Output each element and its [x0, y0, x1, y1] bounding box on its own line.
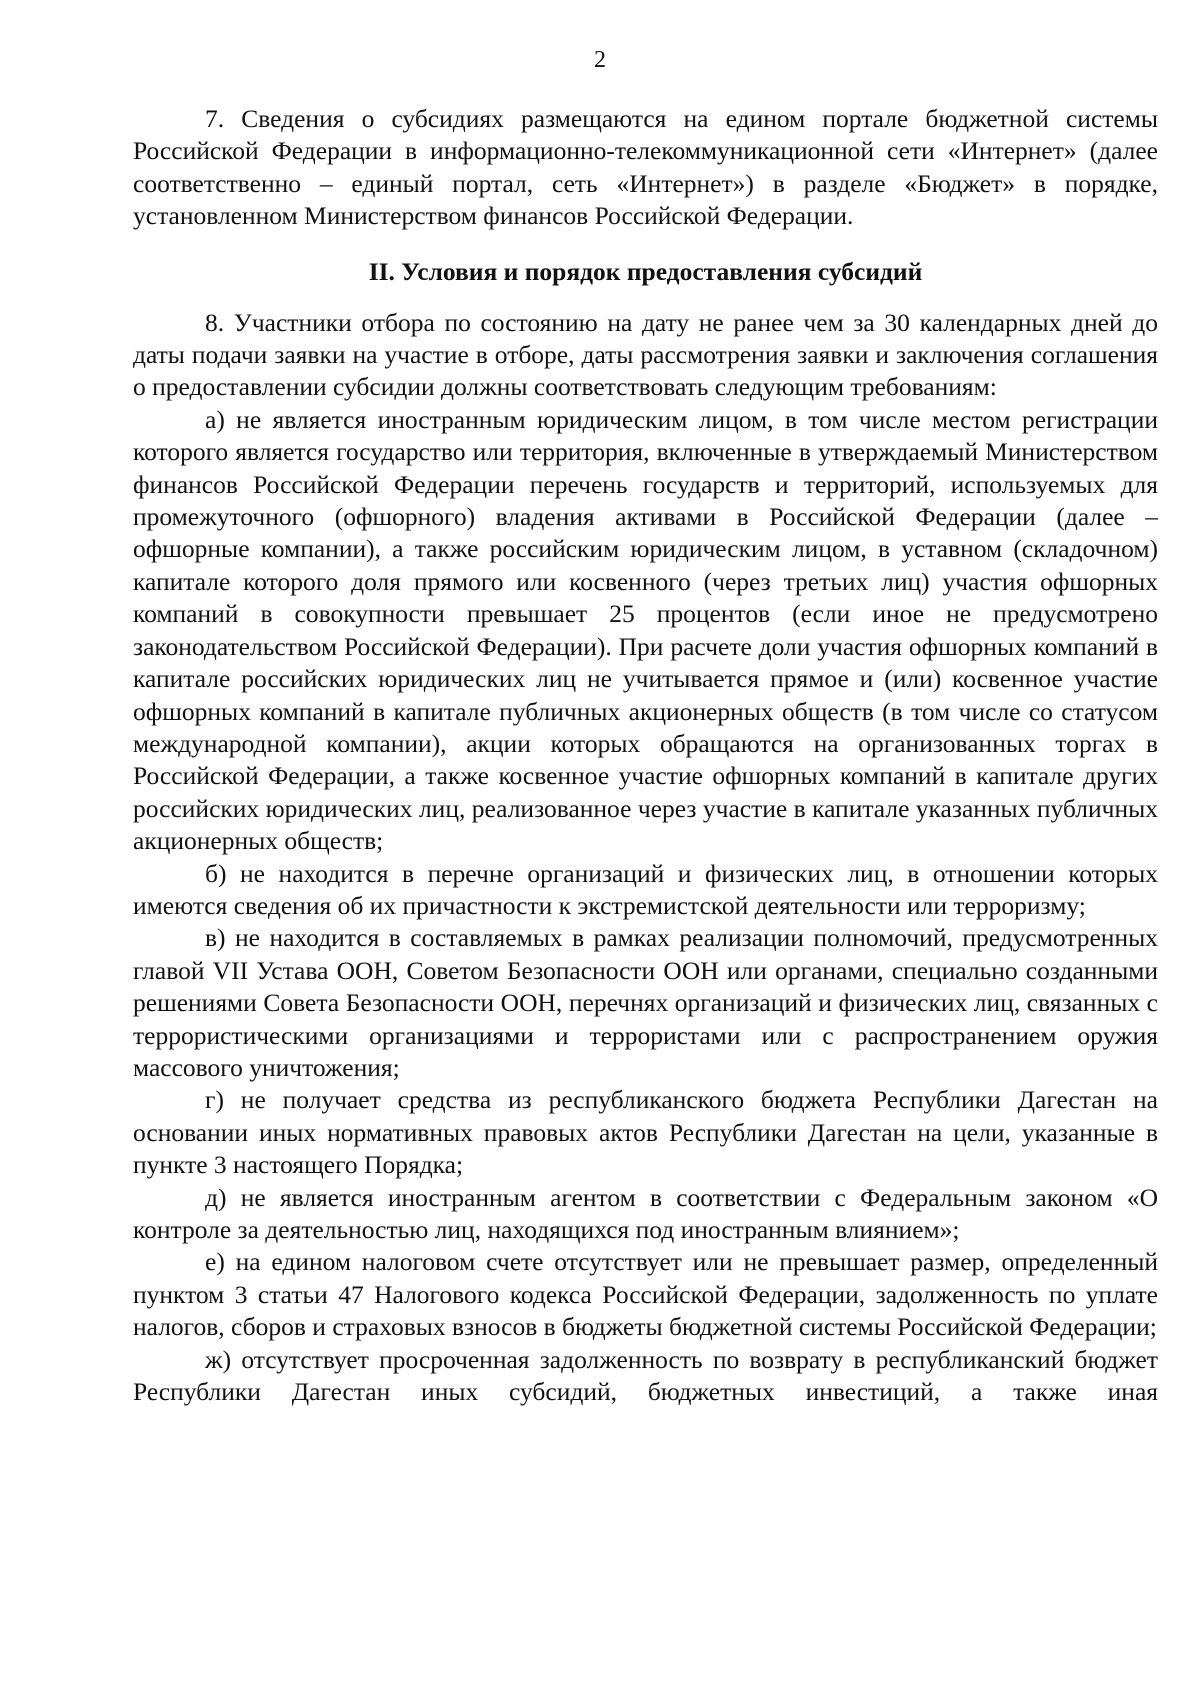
- section-heading: II. Условия и порядок предоставления субсидий: [368, 256, 923, 286]
- clause-v: в) не находится в составляемых в рамках реализации полномочий, предусмотренных главой VII Устава ООН, Советом Безопасности ООН или органами, специально созданными решениями Совета Безопасности ООН, перечнях организаций и физических лиц, связанных с террористическими организациями и террористами или с распространением оружия массового уничтожения;: [133, 923, 1158, 1082]
- clause-b: б) не находится в перечне организаций и физических лиц, в отношении которых имеются сведения об их причастности к экстремистской деятельности или терроризму;: [133, 858, 1158, 920]
- clause-zh: ж) отсутствует просроченная задолженность по возврату в республиканский бюджет Республики Дагестан иных субсидий, бюджетных инвестиций, а также иная: [133, 1344, 1158, 1407]
- paragraph-8: 8. Участники отбора по состоянию на дату не ранее чем за 30 календарных дней до даты подачи заявки на участие в отборе, даты рассмотрения заявки и заключения соглашения о предоставлении субсидии должны соответствовать следующим требованиям:: [133, 307, 1158, 402]
- page-number: 2: [594, 47, 606, 73]
- paragraph-7: 7. Сведения о субсидиях размещаются на едином портале бюджетной системы Российской Федерации в информационно-телекоммуникационной сети «Интернет» (далее соответственно – единый портал, сеть «Интернет») в разделе «Бюджет» в порядке, установленном Министерством финансов Российской Федерации.: [133, 104, 1158, 231]
- clause-a: а) не является иностранным юридическим лицом, в том числе местом регистрации которого является государство или территория, включенные в утверждаемый Министерством финансов Российской Федерации перечень государств и территорий, используемых для промежуточного (офшорного) владения активами в Российской Федерации (далее – офшорные компании), а также российским юридическим лицом, в уставном (складочном) капитале которого доля прямого или косвенного (через третьих лиц) участия офшорных компаний в совокупности превышает 25 процентов (если иное не предусмотрено законодательством Российской Федерации). При расчете доли участия офшорных компаний в капитале российских юридических лиц не учитывается прямое и (или) косвенное участие офшорных компаний в капитале публичных акционерных обществ (в том числе со статусом международной компании), акции которых обращаются на организованных торгах в Российской Федерации, а также косвенное участие офшорных компаний в капитале других российских юридических лиц, реализованное через участие в капитале указанных публичных акционерных обществ;: [133, 404, 1158, 856]
- document-body: [133, 103, 1158, 1408]
- clause-e: е) на едином налоговом счете отсутствует или не превышает размер, определенный пунктом 3 статьи 47 Налогового кодекса Российской Федерации, задолженность по уплате налогов, сборов и страховых взносов в бюджеты бюджетной системы Российской Федерации;: [133, 1247, 1158, 1342]
- clause-g: г) не получает средства из республиканского бюджета Республики Дагестан на основании иных нормативных правовых актов Республики Дагестан на цели, указанные в пункте 3 настоящего Порядка;: [133, 1085, 1158, 1180]
- clause-d: д) не является иностранным агентом в соответствии с Федеральным законом «О контроле за деятельностью лиц, находящихся под иностранным влиянием»;: [133, 1182, 1158, 1244]
